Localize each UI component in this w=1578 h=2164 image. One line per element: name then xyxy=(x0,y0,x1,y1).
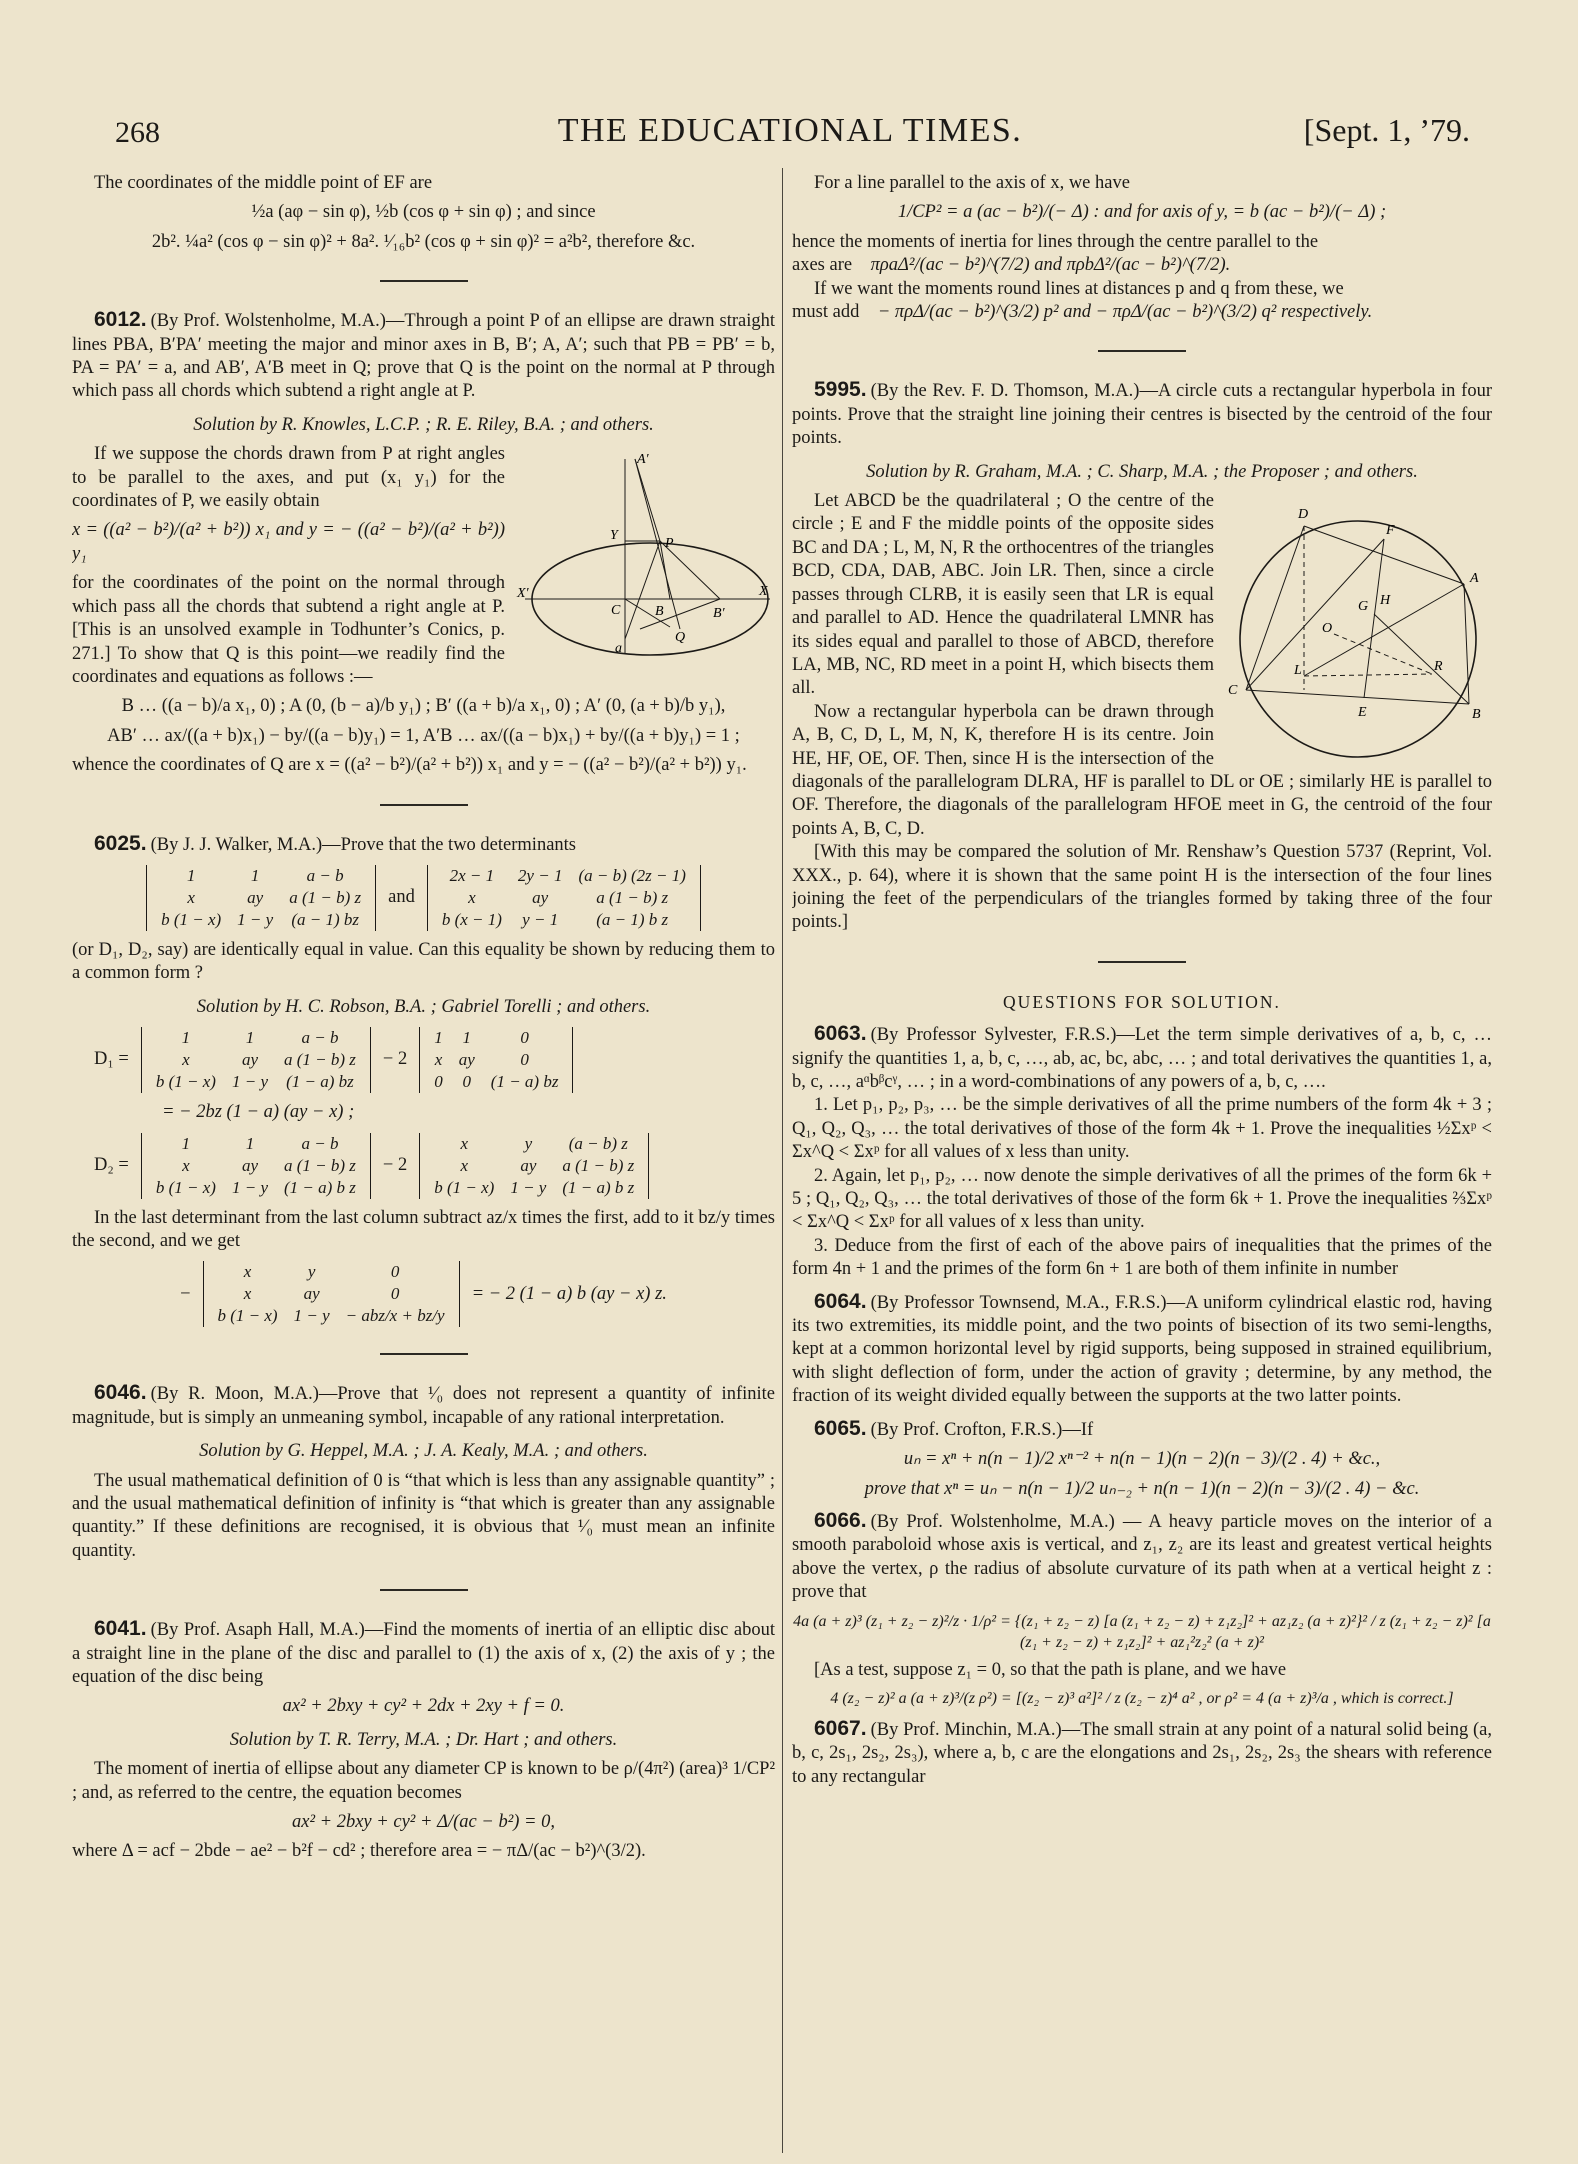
figure-label: A xyxy=(1470,571,1479,587)
figure-label: X′ xyxy=(517,586,529,602)
page-header xyxy=(110,112,1470,162)
figure-label: R xyxy=(1434,659,1443,675)
solution-paragraph: where Δ = acf − 2bde − ae² − b²f − cd² ; therefore area = − πΔ/(ac − b²)^(3/2). xyxy=(72,1841,646,1862)
determinant-cell: b (1 − x) xyxy=(155,1177,216,1197)
equation: 4a (a + z)³ (z₁ + z₂ − z)²/z · 1/ρ² = {(z₁ + z₂ − z) [a (z₁ + z₂ − z) + z₁z₂]² + az₁z₂ (a + z)²}² / z (z₁ + z₂ − z)² [a (z₁ + z₂ − z) + z₁z₂]² + az₁²z₂² (a + z)² xyxy=(793,1612,1491,1651)
equation: 4 (z₂ − z)² a (a + z)³/(z ρ²) = [(z₂ − z)³ a²]² / z (z₂ − z)⁴ a² , or ρ² = 4 (a + z)³/a , which is correct.] xyxy=(830,1689,1454,1707)
figure-label: G xyxy=(1358,599,1369,615)
determinant-cell: ay xyxy=(241,1050,258,1070)
question-number: 5995. xyxy=(814,378,867,402)
equation: AB′ … ax/((a + b)x₁) − by/((a − b)y₁) = 1, A′B … ax/((a − b)x₁) + by/((a + b)y₁) = 1 ; xyxy=(107,725,740,746)
determinant-cell: a (1 − b) z xyxy=(562,1155,635,1175)
determinant-cell: 1 − y xyxy=(510,1177,547,1197)
question-6025 xyxy=(72,832,775,857)
determinant-cell: a (1 − b) z xyxy=(284,1050,356,1070)
determinant-cell: x xyxy=(460,1133,469,1153)
figure-label: X xyxy=(759,584,768,600)
section-rule xyxy=(1098,350,1186,352)
determinant xyxy=(141,1133,371,1199)
figure-label: Q xyxy=(675,630,686,646)
question-text: (By Prof. Minchin, M.A.)—The small strain at any point of a natural solid being (a, b, c, 2s₁, 2s₂, 2s₃), where a, b, c are the elongations and 2s₁, 2s₂, 2s₃ the shears with reference to any rectangular xyxy=(792,1719,1492,1787)
determinant xyxy=(419,1133,649,1199)
determinant-cell: ay xyxy=(532,887,549,907)
determinant-cell: 1 xyxy=(462,1028,471,1048)
determinant xyxy=(146,865,376,931)
journal-title: THE EDUCATIONAL TIMES. xyxy=(557,112,1023,149)
issue-date: [Sept. 1, ’79. xyxy=(1303,112,1470,148)
equation: uₙ = xⁿ + n(n − 1)/2 xⁿ⁻² + n(n − 1)(n − 2)(n − 3)/(2 . 4) + &c., xyxy=(903,1449,1381,1470)
question-6067 xyxy=(792,1717,1492,1789)
section-rule xyxy=(1098,961,1186,963)
ellipse-figure xyxy=(515,449,775,664)
equation: B … ((a − b)/a x₁, 0) ; A (0, (b − a)/b y₁) ; B′ ((a + b)/a x₁, 0) ; A′ (0, (a + b)/b y₁), xyxy=(121,696,726,717)
solution-paragraph: For a line parallel to the axis of x, we have xyxy=(814,173,1130,193)
question-number: 6012. xyxy=(94,308,147,332)
determinant-cell: b (x − 1) xyxy=(441,909,502,929)
solution-paragraph: must add − πρΔ/(ac − b²)^(3/2) p² and − πρΔ/(ac − b²)^(3/2) q² respectively. xyxy=(792,302,1373,323)
solution-paragraph: Now a rectangular hyperbola can be drawn through A, B, C, D, L, M, N, K, therefore H is its centre. Join HE, HF, OE, OF. Then, since H is the intersection of the diagonals of the parallelogram DLRA, HF is parallel to DL or OE ; similarly HE is parallel to OF. Therefore, the diagonals of the parallelogram HFOE meet in G, the centroid of the four points A, B, C, D. xyxy=(792,701,1492,839)
determinant-cell: ay xyxy=(458,1050,475,1070)
equation: ax² + 2bxy + cy² + 2dx + 2xy + f = 0. xyxy=(282,1696,565,1717)
determinant-cell: 1 xyxy=(245,1133,255,1153)
figure-label: F xyxy=(1386,523,1395,539)
determinant-cell: 0 xyxy=(520,1050,529,1070)
solution-paragraph: The usual mathematical definition of 0 is “that which is less than any assignable quantity” ; and the usual mathematical definition of infinity is “that which is greater than any assignable quantity.” If these definitions are recognised, it is obvious that ¹⁄₀ must mean an infinite quantity. xyxy=(72,1470,775,1561)
equation: πρaΔ²/(ac − b²)^(7/2) and πρbΔ²/(ac − b²)^(7/2). xyxy=(870,255,1231,276)
intro-equation: ½a (aφ − sin φ), ½b (cos φ + sin φ) ; and since xyxy=(251,202,596,223)
question-text: (By R. Moon, M.A.)—Prove that ¹⁄₀ does not represent a quantity of infinite magnitude, but is simply an unmeaning symbol, incapable of any rational interpretation. xyxy=(72,1384,775,1428)
determinant-cell: x xyxy=(243,1262,252,1282)
equation: x = ((a² − b²)/(a² + b²)) x₁ and y = − ((a² − b²)/(a² + b²)) y₁ xyxy=(72,520,505,564)
determinant xyxy=(203,1261,460,1327)
determinant-cell: y xyxy=(524,1133,533,1153)
question-text: (or D₁, D₂, say) are identically equal in value. Can this equality be shown by reducing them to a common form ? xyxy=(72,939,775,984)
question-number: 6065. xyxy=(814,1416,867,1440)
determinant xyxy=(427,865,701,931)
question-number: 6066. xyxy=(814,1508,867,1532)
figure-label: Y xyxy=(610,528,618,544)
determinant-cell: 2x − 1 xyxy=(449,865,495,885)
equation: 1/CP² = a (ac − b²)/(− Δ) : and for axis of y, = b (ac − b²)/(− Δ) ; xyxy=(897,202,1387,223)
right-column xyxy=(792,172,1492,2152)
question-text: (By Prof. Asaph Hall, M.A.)—Find the moments of inertia of an elliptic disc about a straight line in the plane of the disc and parallel to (1) the axis of x, (2) the axis of y ; the equation of the disc being xyxy=(72,1620,775,1688)
figure-label: C xyxy=(1228,683,1238,699)
solution-paragraph: axes are πρaΔ²/(ac − b²)^(7/2) and πρbΔ²/(ac − b²)^(7/2). xyxy=(792,255,1231,276)
determinant-cell: ay xyxy=(241,1155,258,1175)
section-rule xyxy=(380,280,468,282)
determinant-cell: 1 − y xyxy=(231,1072,268,1092)
determinant-cell: 1 − y xyxy=(293,1306,330,1326)
determinant-cell: 1 xyxy=(186,865,196,885)
figure-label: O xyxy=(1322,621,1333,637)
determinant-cell: y xyxy=(307,1262,316,1282)
determinant-cell: x xyxy=(182,1050,190,1070)
determinant-cell: x xyxy=(187,887,195,907)
determinant-cell: y − 1 xyxy=(522,909,559,929)
question-number: 6064. xyxy=(814,1289,867,1313)
determinant-cell: 0 xyxy=(390,1284,400,1304)
solution-credit: Solution by G. Heppel, M.A. ; J. A. Kealy, M.A. ; and others. xyxy=(199,1441,648,1462)
determinant xyxy=(419,1027,573,1093)
determinant-cell: (1 − a) bz xyxy=(490,1072,559,1092)
question-text: (By Prof. Wolstenholme, M.A.) — A heavy particle moves on the interior of a smooth paraboloid whose axis is vertical, and z₁, z₂ are its least and greatest vertical heights above the vertex, ρ the radius of absolute curvature of its path when at a vertical height z : prove that xyxy=(792,1511,1492,1603)
solution-credit: Solution by R. Graham, M.A. ; C. Sharp, M.A. ; the Proposer ; and others. xyxy=(866,461,1418,482)
question-text: (By the Rev. F. D. Thomson, M.A.)—A circle cuts a rectangular hyperbola in four points. Prove that the straight line joining their centres is bisected by the centroid of the four points. xyxy=(792,381,1492,449)
determinant-cell: a − b xyxy=(301,1133,339,1153)
determinant-cell: 0 xyxy=(462,1072,471,1092)
question-text: (By Prof. Crofton, F.R.S.)—If xyxy=(870,1419,1094,1440)
figure-label: B xyxy=(655,604,664,620)
solution-paragraph: If we suppose the chords drawn from P at right angles to be parallel to the axes, and put (x₁ y₁) for the coordinates of P, we easily obtain xyxy=(72,444,505,512)
question-number: 6067. xyxy=(814,1716,867,1740)
figure-label: a xyxy=(615,641,622,657)
determinant-cell: b (1 − x) xyxy=(161,909,222,929)
figure-label: H xyxy=(1380,593,1391,609)
determinant-cell: a (1 − b) z xyxy=(289,887,362,907)
operator: − 2 xyxy=(382,1154,408,1175)
determinant-cell: x xyxy=(460,1155,469,1175)
question-6063 xyxy=(792,1022,1492,1094)
determinant-cell: 1 xyxy=(181,1133,191,1153)
figure-label: D xyxy=(1298,507,1309,523)
section-heading: QUESTIONS FOR SOLUTION. xyxy=(1003,991,1281,1012)
solution-paragraph: If we want the moments round lines at distances p and q from these, we xyxy=(814,278,1344,299)
page-number: 268 xyxy=(115,116,160,149)
operator: − 2 xyxy=(382,1049,408,1070)
left-column xyxy=(72,172,775,2152)
question-part: 3. Deduce from the first of each of the above pairs of inequalities that the primes of the form 4n + 1 and the primes of the form 6n + 1 are both of them infinite in number xyxy=(792,1235,1492,1280)
solution-paragraph: The moment of inertia of ellipse about any diameter CP is known to be ρ/(4π²) (area)³ 1/CP² ; and, as referred to the centre, the equation becomes xyxy=(72,1759,775,1803)
determinant-cell: x xyxy=(182,1155,190,1175)
determinant-cell: (a − b) z xyxy=(568,1133,628,1153)
determinant-cell: 1 xyxy=(250,865,260,885)
determinant-cell: 2y − 1 xyxy=(517,865,563,885)
figure-label: P xyxy=(665,536,674,552)
determinant-cell: 1 xyxy=(245,1028,255,1048)
question-number: 6041. xyxy=(94,1617,147,1641)
figure-label: B xyxy=(1472,707,1481,723)
question-text: (By Professor Sylvester, F.R.S.)—Let the term simple derivatives of a, b, c, … signify the quantities 1, a, b, c, …, ab, ac, bc, abc, … ; and total derivatives the quantities 1, a, b, c, …, aᵅbᵝcᵞ, … ; in a word-combinations of any powers of a, b, c, …. xyxy=(792,1025,1492,1092)
question-text: [As a test, suppose z₁ = 0, so that the path is plane, and we have xyxy=(814,1659,1287,1680)
section-rule xyxy=(380,1589,468,1591)
equation: ax² + 2bxy + cy² + Δ/(ac − b²) = 0, xyxy=(291,1812,556,1833)
question-number: 6025. xyxy=(94,831,147,855)
determinant-row xyxy=(72,1027,775,1093)
question-text: (By Professor Townsend, M.A., F.R.S.)—A uniform cylindrical elastic rod, having its two extremities, its middle point, and the two points of bisection of its two semi-lengths, kept at a common horizontal level by rigid supports, being supposed in strained equilibrium, with slight deflection of form, under the action of gravity ; determine, by any method, the fraction of its weight divided equally between the supports at the two latter points. xyxy=(792,1292,1492,1407)
determinant-cell: (a − b) (2z − 1) xyxy=(578,865,686,885)
determinant-cell: 1 − y xyxy=(237,909,274,929)
equation: = − 2bz (1 − a) (ay − x) ; xyxy=(162,1102,355,1123)
determinant-cell: (a − 1) b z xyxy=(596,909,669,929)
determinant-cell: b (1 − x) xyxy=(155,1072,216,1092)
intro-line: The coordinates of the middle point of EF are xyxy=(94,173,433,193)
question-6046 xyxy=(72,1381,775,1430)
equation: whence the coordinates of Q are x = ((a² − b²)/(a² + b²)) x₁ and y = − ((a² − b²)/(a² + b²)) y₁. xyxy=(72,755,747,776)
determinant-row xyxy=(72,865,775,931)
determinant-cell: a (1 − b) z xyxy=(596,887,669,907)
determinant-cell: (1 − a) b z xyxy=(284,1177,356,1197)
determinant-row xyxy=(72,1133,775,1199)
question-5995 xyxy=(792,378,1492,450)
determinant-cell: ay xyxy=(247,887,264,907)
determinant-cell: b (1 − x) xyxy=(434,1177,495,1197)
determinant-cell: 1 xyxy=(181,1028,191,1048)
question-6065 xyxy=(792,1417,1492,1442)
figure-label: C xyxy=(611,603,621,619)
question-text: (By Prof. Wolstenholme, M.A.)—Through a point P of an ellipse are drawn straight lines PBA, B′PA′ meeting the major and minor axes in B, B′; A, A′; such that PB = PB′ = b, PA = PA′ = a, and AB′, A′B meet in Q; prove that Q is the point on the normal at P through which pass all chords which subtend a right angle at P. xyxy=(72,311,775,402)
section-rule xyxy=(380,1353,468,1355)
determinant-cell: a − b xyxy=(306,865,344,885)
equation: prove that xⁿ = uₙ − n(n − 1)/2 uₙ₋₂ + n(n − 1)(n − 2)(n − 3)/(2 . 4) − &c. xyxy=(864,1478,1420,1499)
determinant-cell: (1 − a) bz xyxy=(286,1072,354,1092)
determinant-cell: 1 xyxy=(434,1028,443,1048)
figure-label: L xyxy=(1294,663,1302,679)
question-text: (By J. J. Walker, M.A.)—Prove that the two determinants xyxy=(150,834,576,855)
determinant-cell: ay xyxy=(520,1155,537,1175)
determinant-cell: (a − 1) bz xyxy=(291,909,359,929)
section-rule xyxy=(380,804,468,806)
determinant-cell: (1 − a) b z xyxy=(562,1177,635,1197)
intro-equation: 2b². ¼a² (cos φ − sin φ)² + 8a². ¹⁄₁₆b² (cos φ + sin φ)² = a²b², therefore &c. xyxy=(151,231,696,252)
question-part: 2. Again, let p₁, p₂, … now denote the simple derivatives of all the primes of the form 6k + 5 ; Q₁, Q₂, Q₃, … the total derivatives of those of the form 6k + 1. Prove the inequalities ⅔Σxᵖ < Σx^Q < Σxᵖ for all values of x less than unity. xyxy=(792,1165,1492,1233)
determinant-cell: b (1 − x) xyxy=(217,1306,278,1326)
determinant-cell: a (1 − b) z xyxy=(284,1155,356,1175)
question-number: 6063. xyxy=(814,1022,867,1046)
question-6066 xyxy=(792,1509,1492,1605)
d1-label: D₁ = xyxy=(94,1049,129,1070)
determinant-cell: 0 xyxy=(390,1262,400,1282)
figure-label: E xyxy=(1358,705,1367,721)
determinant-row: − x y 0 x ay 0 b (1 − x) 1 − y − abz/x + bz/y = − 2 (1 − a) b (ay − x) z. xyxy=(180,1262,667,1326)
determinant-cell: ay xyxy=(303,1284,320,1304)
solution-paragraph: In the last determinant from the last column subtract az/x times the first, add to it bz/y times the second, and we get xyxy=(72,1207,775,1251)
question-6064 xyxy=(792,1290,1492,1409)
determinant-cell: a − b xyxy=(301,1028,339,1048)
determinant xyxy=(141,1027,371,1093)
equation: = − 2 (1 − a) b (ay − x) z. xyxy=(471,1283,667,1304)
equation: − πρΔ/(ac − b²)^(3/2) p² and − πρΔ/(ac − b²)^(3/2) q² respectively. xyxy=(877,302,1373,323)
solution-paragraph: Let ABCD be the quadrilateral ; O the centre of the circle ; E and F the middle points of the opposite sides BC and DA ; L, M, N, R the orthocentres of the triangles BCD, CDA, DAB, ABC. Join LR. Then, since a circle passes through CLRB, it is easily seen that LR is equal and parallel to AD. Hence the quadrilateral LMNR has its sides equal and parallel to those of ABCD, therefore LA, MB, NC, RD meet in a point H, which bisects them all. xyxy=(792,491,1214,699)
conjunction: and xyxy=(388,887,415,908)
solution-credit: Solution by T. R. Terry, M.A. ; Dr. Hart ; and others. xyxy=(229,1729,618,1750)
solution-paragraph: hence the moments of inertia for lines through the centre parallel to the xyxy=(792,231,1319,252)
figure-label: A′ xyxy=(637,452,649,468)
question-number: 6046. xyxy=(94,1381,147,1405)
question-6012 xyxy=(72,308,775,404)
question-part: 1. Let p₁, p₂, p₃, … be the simple derivatives of all the prime numbers of the form 4k + 3 ; Q₁, Q₂, Q₃, … the total derivatives of those of the form 4k + 1. Prove the inequalities ½Σxᵖ < Σx^Q < Σxᵖ for all values of x less than unity. xyxy=(792,1095,1492,1163)
d2-label: D₂ = xyxy=(94,1154,129,1175)
solution-credit: Solution by R. Knowles, L.C.P. ; R. E. Riley, B.A. ; and others. xyxy=(193,414,654,435)
determinant-cell: x xyxy=(468,887,476,907)
solution-paragraph: [With this may be compared the solution of Mr. Renshaw’s Question 5737 (Reprint, Vol. XXX., p. 64), where it is shown that the same point H is the intersection of the four lines joining the feet of the perpendiculars of the triangles formed by taking three of the four points.] xyxy=(792,842,1492,933)
determinant-cell: 1 − y xyxy=(231,1177,268,1197)
question-6041 xyxy=(72,1617,775,1689)
circle-quadrilateral-figure xyxy=(1224,504,1492,764)
determinant-cell: − abz/x + bz/y xyxy=(345,1306,445,1326)
figure-label: B′ xyxy=(713,606,725,622)
determinant-cell: 0 xyxy=(434,1072,443,1092)
determinant-cell: x xyxy=(243,1284,252,1304)
solution-credit: Solution by H. C. Robson, B.A. ; Gabriel Torelli ; and others. xyxy=(196,996,651,1017)
column-divider xyxy=(782,168,783,2153)
solution-paragraph: for the coordinates of the point on the normal through which pass all the chords that subtend a right angle at P. [This is an unsolved example in Todhunter’s Conics, p. 271.] To show that Q is this point—we readily find the coordinates and equations as follows :— xyxy=(72,573,505,687)
determinant-cell: x xyxy=(434,1050,443,1070)
determinant-cell: 0 xyxy=(520,1028,529,1048)
